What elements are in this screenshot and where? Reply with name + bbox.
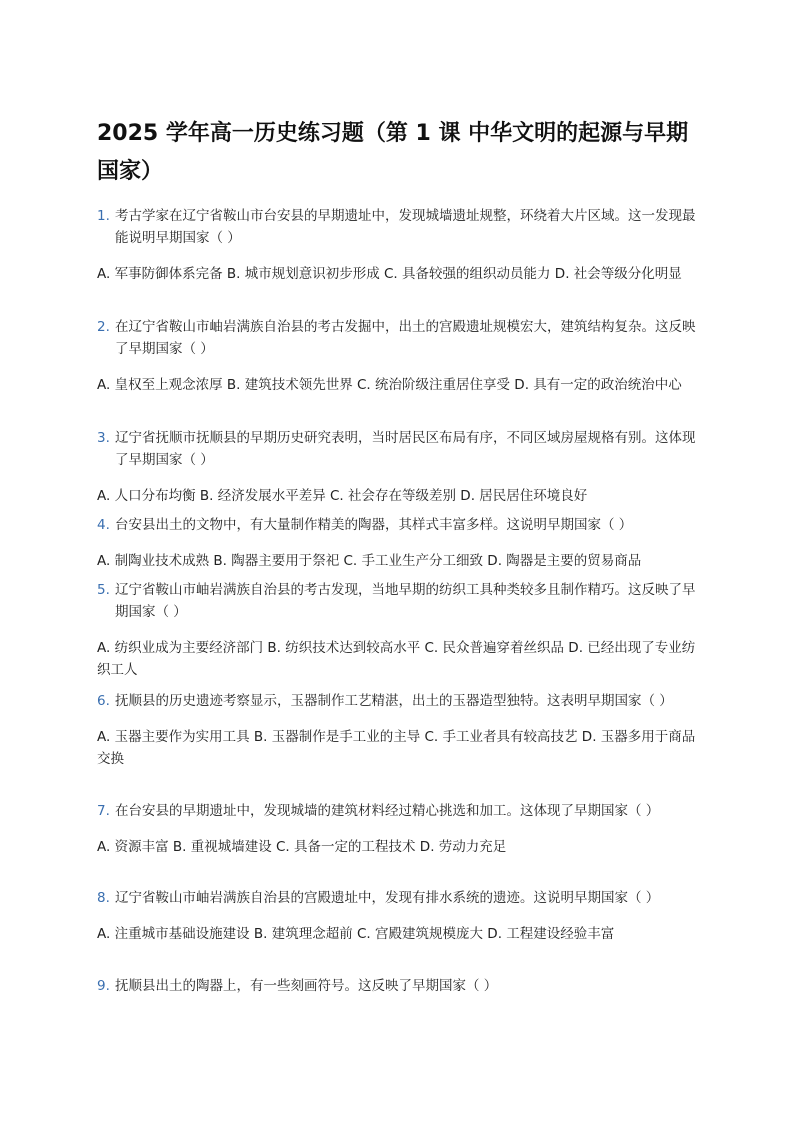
question-2 [97,316,697,396]
question-options: A. 人口分布均衡 B. 经济发展水平差异 C. 社会存在等级差别 D. 居民居住环境良好 [97,488,588,504]
question-number: 7. [97,803,110,819]
question-stem: 辽宁省抚顺市抚顺县的早期历史研究表明，当时居民区布局有序，不同区域房屋规格有别。这体现了早期国家（ ） [115,430,696,468]
question-number: 5. [97,582,110,598]
question-4 [97,514,697,572]
question-number: 8. [97,890,110,906]
question-options: A. 纺织业成为主要经济部门 B. 纺织技术达到较高水平 C. 民众普遍穿着丝织品 D. 已经出现了专业纺织工人 [97,640,696,678]
question-options: A. 皇权至上观念浓厚 B. 建筑技术领先世界 C. 统治阶级注重居住享受 D. 具有一定的政治统治中心 [97,377,682,393]
question-8 [97,887,697,945]
question-stem: 在台安县的早期遗址中，发现城墙的建筑材料经过精心挑选和加工。这体现了早期国家（ ） [115,803,660,819]
question-number: 6. [97,693,110,709]
question-3 [97,427,697,507]
question-number: 3. [97,430,110,446]
question-options: A. 制陶业技术成熟 B. 陶器主要用于祭祀 C. 手工业生产分工细致 D. 陶器是主要的贸易商品 [97,553,642,569]
question-stem: 辽宁省鞍山市岫岩满族自治县的宫殿遗址中，发现有排水系统的遗迹。这说明早期国家（ ） [115,890,660,906]
question-number: 9. [97,978,110,994]
question-6 [97,690,697,770]
question-options: A. 资源丰富 B. 重视城墙建设 C. 具备一定的工程技术 D. 劳动力充足 [97,839,507,855]
question-9 [97,975,697,997]
question-number: 2. [97,319,110,335]
question-number: 1. [97,208,110,224]
question-stem: 考古学家在辽宁省鞍山市台安县的早期遗址中，发现城墙遗址规整，环绕着大片区域。这一发现最能说明早期国家（ ） [115,208,696,246]
question-options: A. 注重城市基础设施建设 B. 建筑理念超前 C. 宫殿建筑规模庞大 D. 工程建设经验丰富 [97,926,615,942]
question-5 [97,579,697,681]
question-stem: 在辽宁省鞍山市岫岩满族自治县的考古发掘中，出土的宫殿遗址规模宏大，建筑结构复杂。这反映了早期国家（ ） [115,319,696,357]
page-title: 2025 学年高一历史练习题（第 1 课 中华文明的起源与早期国家） [97,121,689,184]
question-1 [97,205,697,285]
question-stem: 抚顺县出土的陶器上，有一些刻画符号。这反映了早期国家（ ） [115,978,498,994]
question-stem: 抚顺县的历史遗迹考察显示，玉器制作工艺精湛，出土的玉器造型独特。这表明早期国家（ ） [115,693,673,709]
question-number: 4. [97,517,110,533]
question-options: A. 玉器主要作为实用工具 B. 玉器制作是手工业的主导 C. 手工业者具有较高技艺 D. 玉器多用于商品交换 [97,729,696,767]
question-options: A. 军事防御体系完备 B. 城市规划意识初步形成 C. 具备较强的组织动员能力 D. 社会等级分化明显 [97,266,682,282]
question-stem: 辽宁省鞍山市岫岩满族自治县的考古发现，当地早期的纺织工具种类较多且制作精巧。这反映了早期国家（ ） [115,582,696,620]
question-7 [97,800,697,858]
question-stem: 台安县出土的文物中，有大量制作精美的陶器，其样式丰富多样。这说明早期国家（ ） [115,517,633,533]
